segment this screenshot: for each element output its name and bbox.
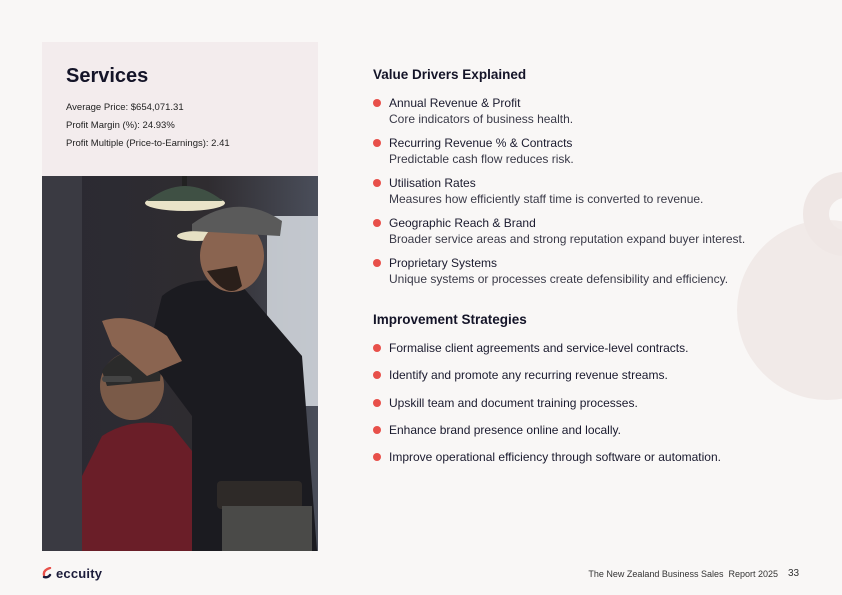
card-title: Services — [66, 65, 149, 87]
bullet-icon — [373, 99, 381, 107]
stat-profit-multiple: Profit Multiple (Price-to-Earnings): 2.41 — [66, 138, 230, 149]
value-driver-title: Utilisation Rates — [389, 176, 476, 190]
page-number: 33 — [788, 568, 800, 579]
value-driver-title: Recurring Revenue % & Contracts — [389, 136, 573, 150]
logo-text: eccuity — [56, 565, 103, 581]
improvement-text: Enhance brand presence online and locally. — [389, 423, 621, 437]
value-driver-desc: Core indicators of business health. — [389, 112, 574, 126]
value-driver-desc: Predictable cash flow reduces risk. — [389, 152, 574, 166]
bullet-icon — [373, 344, 381, 352]
services-card — [42, 42, 318, 176]
value-driver-title: Annual Revenue & Profit — [389, 96, 521, 110]
improvement-text: Upskill team and document training processes. — [389, 396, 638, 410]
bullet-icon — [373, 219, 381, 227]
bullet-icon — [373, 371, 381, 379]
value-driver-desc: Measures how efficiently staff time is converted to revenue. — [389, 192, 704, 206]
report-title: The New Zealand Business Sales Report 2025 — [588, 569, 778, 579]
improvement-text: Improve operational efficiency through software or automation. — [389, 450, 721, 464]
barber-photo-illustration — [42, 176, 318, 551]
value-drivers-title: Value Drivers Explained — [373, 67, 527, 82]
logo-mark-icon — [42, 567, 52, 579]
bullet-icon — [373, 139, 381, 147]
barber-photo — [42, 176, 318, 551]
bullet-icon — [373, 453, 381, 461]
stat-average-price: Average Price: $654,071.31 — [66, 102, 184, 113]
value-driver-title: Geographic Reach & Brand — [389, 216, 536, 230]
value-driver-desc: Broader service areas and strong reputation expand buyer interest. — [389, 232, 746, 246]
value-driver-desc: Unique systems or processes create defensibility and efficiency. — [389, 272, 729, 286]
improvement-text: Identify and promote any recurring revenue streams. — [389, 368, 668, 382]
improvement-title: Improvement Strategies — [373, 312, 527, 327]
bullet-icon — [373, 259, 381, 267]
improvement-text: Formalise client agreements and service-level contracts. — [389, 341, 689, 355]
bullet-icon — [373, 426, 381, 434]
value-driver-title: Proprietary Systems — [389, 256, 498, 270]
bullet-icon — [373, 399, 381, 407]
eccuity-logo — [42, 565, 102, 581]
bullet-icon — [373, 179, 381, 187]
stat-profit-margin: Profit Margin (%): 24.93% — [66, 120, 175, 131]
